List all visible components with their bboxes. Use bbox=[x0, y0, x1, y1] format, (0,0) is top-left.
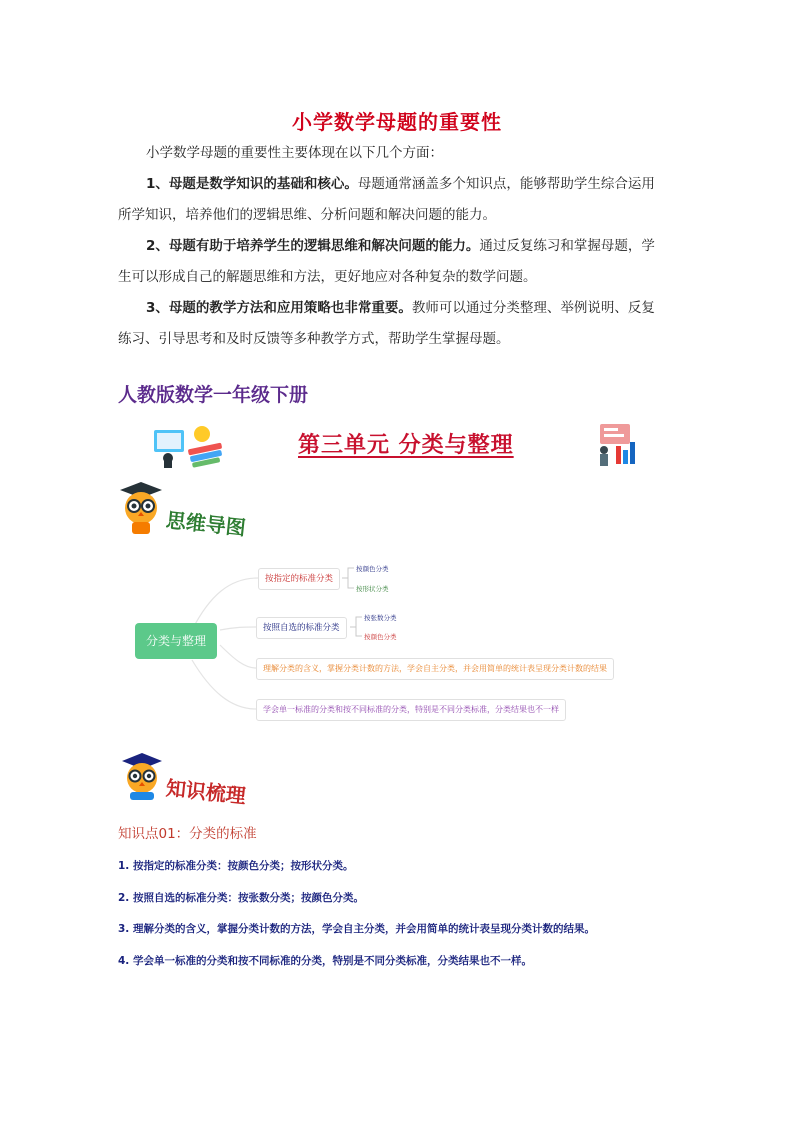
point-lead: 3、母题的教学方法和应用策略也非常重要。 bbox=[146, 300, 412, 316]
knowledge-item: 4. 学会单一标准的分类和按不同标准的分类，特别是不同分类标准，分类结果也不一样。 bbox=[118, 955, 532, 967]
study-illustration-icon bbox=[148, 420, 226, 468]
intro-text: 小学数学母题的重要性主要体现在以下几个方面： bbox=[146, 145, 443, 161]
mindmap-leaf: 按形状分类 bbox=[356, 585, 389, 593]
point-2-cont: 生可以形成自己的解题思维和方法，更好地应对各种复杂的数学问题。 bbox=[118, 269, 537, 285]
mindmap-branch: 按照自选的标准分类 bbox=[256, 617, 347, 639]
point-lead: 2、母题有助于培养学生的逻辑思维和解决问题的能力。 bbox=[146, 238, 480, 254]
chart-illustration-icon bbox=[592, 420, 638, 468]
point-lead: 1、母题是数学知识的基础和核心。 bbox=[146, 176, 358, 192]
knowledge-item: 1. 按指定的标准分类：按颜色分类；按形状分类。 bbox=[118, 860, 354, 872]
mindmap-diagram bbox=[120, 555, 680, 730]
knowledge-item: 2. 按照自选的标准分类：按张数分类；按颜色分类。 bbox=[118, 892, 364, 904]
knowledge-item: 3. 理解分类的含义，掌握分类计数的方法，学会自主分类，并会用简单的统计表呈现分类计数的结果。 bbox=[118, 923, 595, 935]
owl-mascot-icon bbox=[120, 752, 164, 802]
point-3 bbox=[118, 293, 678, 324]
mindmap-badge: 思维导图 bbox=[164, 507, 247, 541]
point-1-cont: 所学知识，培养他们的逻辑思维、分析问题和解决问题的能力。 bbox=[118, 207, 496, 223]
point-text: 教师可以通过分类整理、举例说明、反复 bbox=[411, 300, 655, 316]
mindmap-branch: 学会单一标准的分类和按不同标准的分类，特别是不同分类标准，分类结果也不一样 bbox=[256, 699, 566, 721]
mindmap-root: 分类与整理 bbox=[135, 623, 217, 659]
point-3-cont: 练习、引导思考和及时反馈等多种教学方式，帮助学生掌握母题。 bbox=[118, 331, 510, 347]
point-text: 母题通常涵盖多个知识点，能够帮助学生综合运用 bbox=[357, 176, 655, 192]
knowledge-badge: 知识梳理 bbox=[164, 775, 247, 809]
mindmap-leaf: 按颜色分类 bbox=[364, 633, 397, 641]
mindmap-branch: 理解分类的含义，掌握分类计数的方法，学会自主分类，并会用简单的统计表呈现分类计数的结果 bbox=[256, 658, 614, 680]
document-title: 小学数学母题的重要性 bbox=[292, 110, 502, 134]
mindmap-leaf: 按张数分类 bbox=[364, 614, 397, 622]
subject-heading: 人教版数学一年级下册 bbox=[118, 384, 309, 406]
mindmap-branch: 按指定的标准分类 bbox=[258, 568, 340, 590]
point-1 bbox=[118, 169, 678, 200]
knowledge-title: 知识点01：分类的标准 bbox=[118, 826, 257, 842]
point-2 bbox=[118, 231, 678, 262]
owl-mascot-icon bbox=[118, 480, 164, 536]
unit-title: 第三单元 分类与整理 bbox=[298, 433, 514, 458]
point-text: 通过反复练习和掌握母题，学 bbox=[479, 238, 655, 254]
mindmap-leaf: 按颜色分类 bbox=[356, 565, 389, 573]
